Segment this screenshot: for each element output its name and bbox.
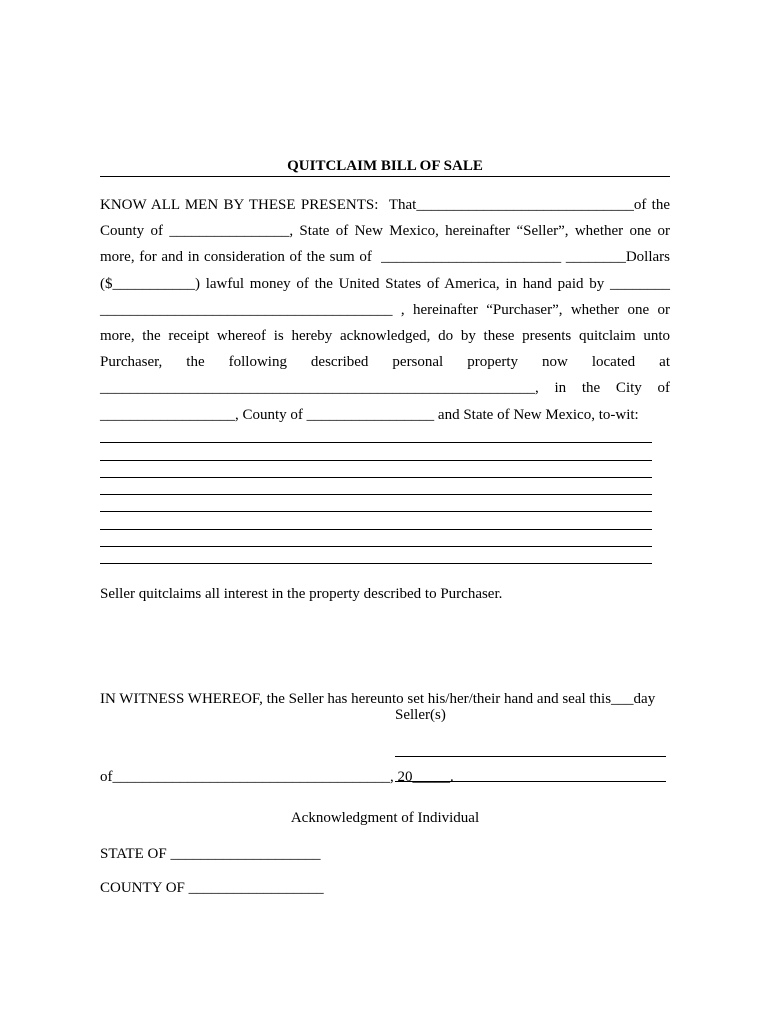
property-description-line [100, 443, 652, 460]
seller-signature-line [395, 756, 666, 757]
acknowledgment-title: Acknowledgment of Individual [290, 810, 480, 826]
property-description-line [100, 530, 652, 547]
sellers-label: Seller(s) [395, 707, 446, 723]
body-line: Purchaser, the following described personal property now located at [100, 354, 670, 371]
property-description-line [100, 512, 652, 529]
seller-signature-line [395, 781, 666, 782]
property-description-line [100, 478, 652, 495]
sale-terms-paragraph [100, 192, 670, 428]
body-line: __________________, County of _________________ and State of New Mexico, to-wit: [100, 406, 639, 423]
property-description-line [100, 461, 652, 478]
quitclaim-statement: Seller quitclaims all interest in the property described to Purchaser. [100, 586, 503, 602]
title-underline [100, 176, 670, 177]
witness-date-line: of_____________________________________, 20_____. [100, 769, 454, 785]
body-line: __________________________________________________________, in the City of [100, 380, 670, 397]
witness-line: IN WITNESS WHEREOF, the Seller has hereunto set his/her/their hand and seal this___day [100, 691, 656, 707]
body-line: more, the receipt whereof is hereby acknowledged, do by these presents quitclaim unto [100, 327, 670, 344]
property-description-line [100, 495, 652, 512]
property-description-line [100, 426, 652, 443]
state-of-field: STATE OF ____________________ [100, 846, 321, 862]
body-line: KNOW ALL MEN BY THESE PRESENTS: That_____________________________of the [100, 197, 670, 213]
body-line: _______________________________________ , hereinafter “Purchaser”, whether one or [100, 301, 670, 318]
body-line: County of ________________, State of New Mexico, hereinafter “Seller”, whether one or [100, 223, 670, 240]
body-line: ($___________) lawful money of the United States of America, in hand paid by ________ [100, 275, 670, 292]
document-title: QUITCLAIM BILL OF SALE [287, 158, 483, 174]
property-description-blanks [100, 426, 652, 564]
property-description-line [100, 547, 652, 564]
county-of-field: COUNTY OF __________________ [100, 880, 324, 896]
body-line: more, for and in consideration of the sum of ________________________ ________Dollars [100, 249, 670, 266]
